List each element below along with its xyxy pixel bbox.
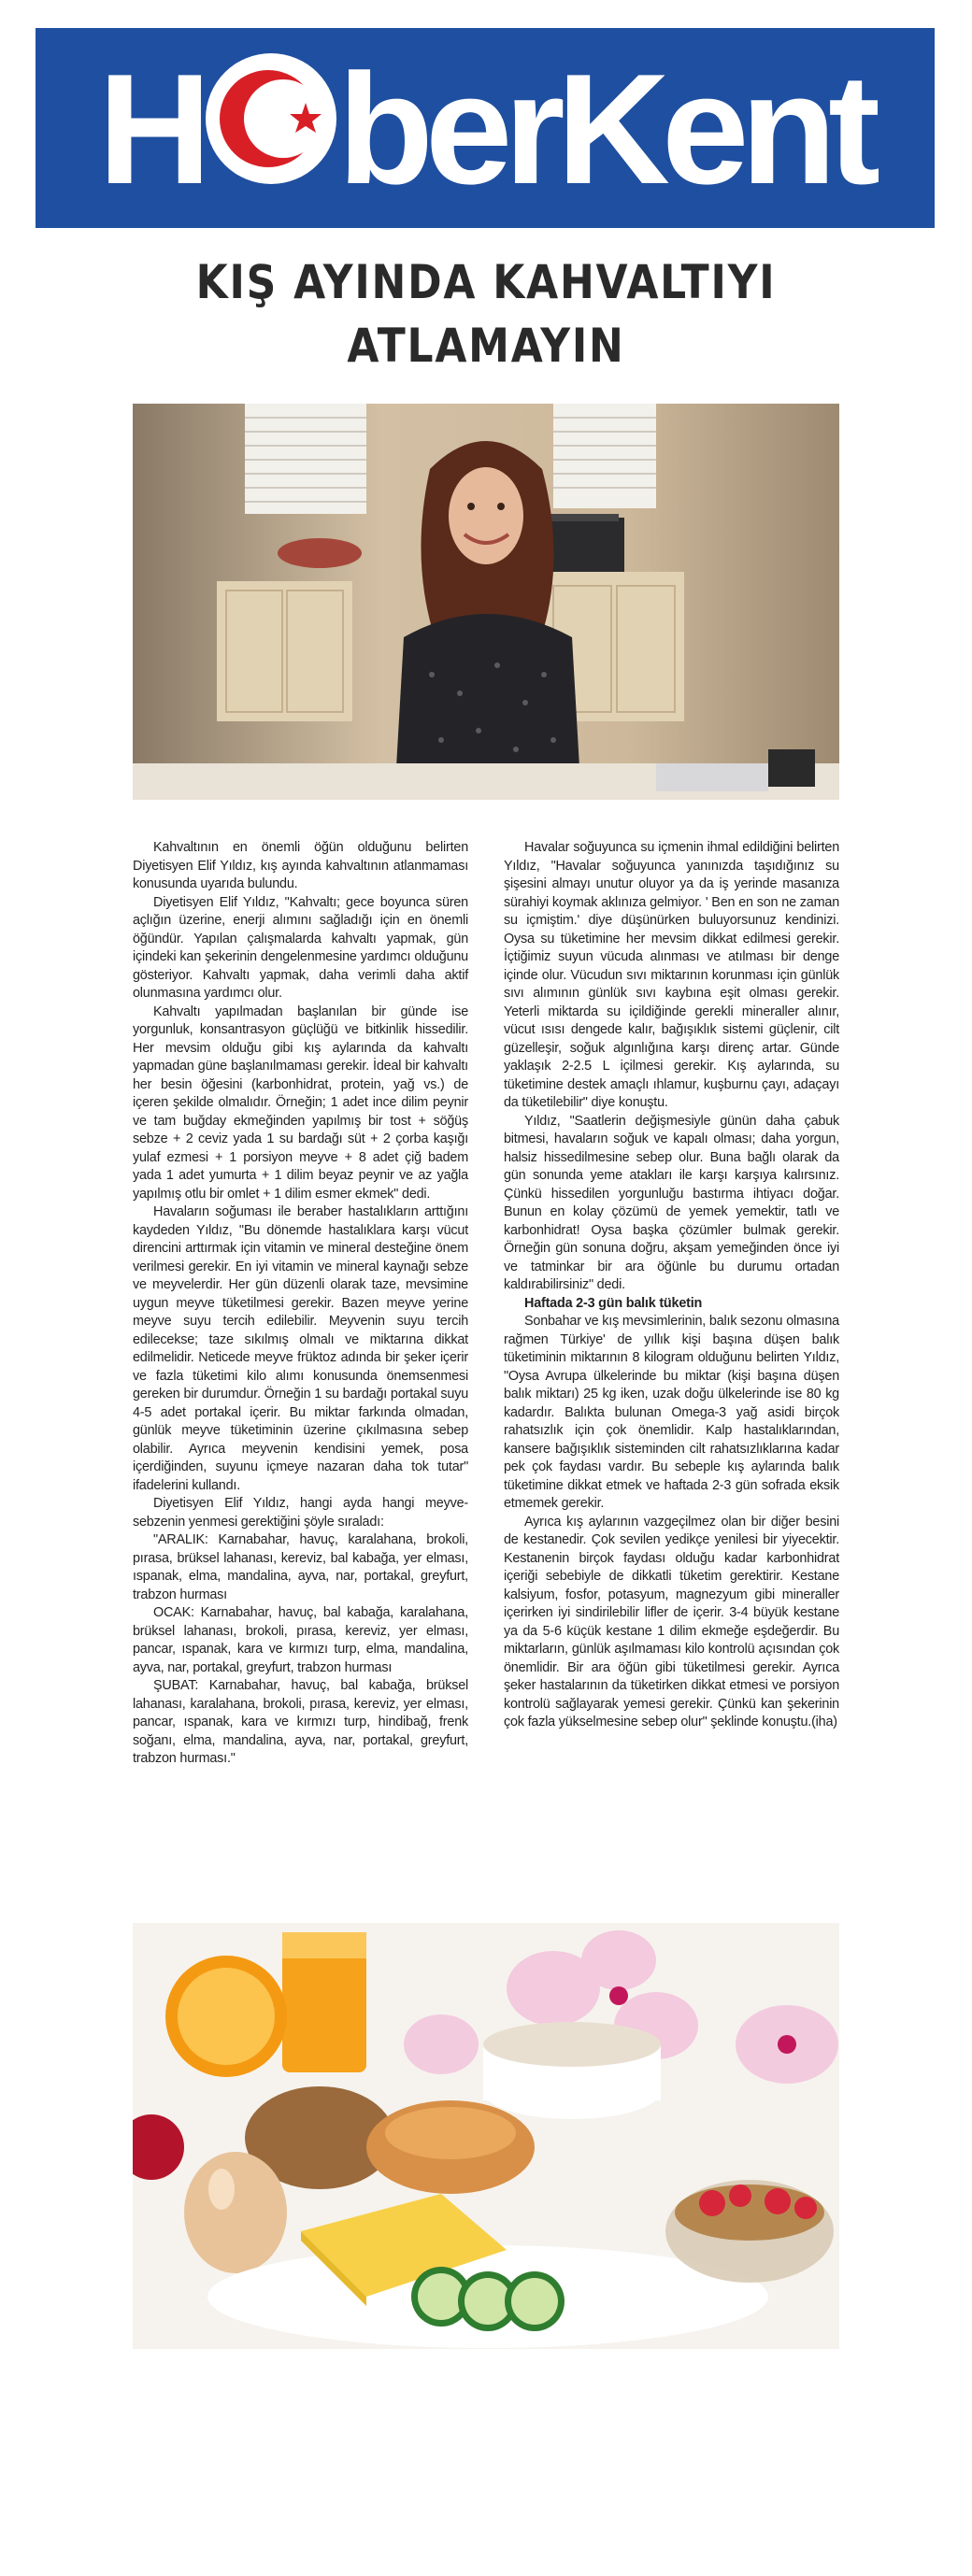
paragraph: Ayrıca kış aylarının vazgeçilmez olan bir diğer besini de kestanedir. Çok sevilen yedikçe yenilesi bir yiyecektir. Kestanenin birçok faydası olduğu kadar karbonhidrat içeriği sebebiyle de dikkatli tüketim gerektirir. Kestane kalsiyum, fosfor, potasyum, magnezyum gibi mineraller içerirken iyi sindirilebilir lifler de içerir. 3-4 büyük kestane ya da 5-6 küçük kestane 1 dilim ekmeğe eşdeğerdir. Bu miktarların, günlük aşılmaması kilo kontrolü açısından çok önemlidir. Bir ara öğün gibi tüketilmesi gerekir. Ayrıca şeker hastalarının da tüketirken dikkat etmesi ve porsiyon kontrolü sağlayarak yemesi gerekir. Çünkü kan şekerinin çok fazla yükselmesine sebep olur" şeklinde konuştu.(iha) <box>504 1514 839 1729</box>
subheading: Haftada 2-3 gün balık tüketin <box>524 1295 703 1311</box>
list-paragraph: OCAK: Karnabahar, havuç, bal kabağa, karalahana, brüksel lahanası, brokoli, pırasa, kereviz, yer elması, pancar, ıspanak, kara ve kırmızı turp, elma, mandalina, ayva, nar, portakal, greyfurt, trabzon hurması <box>133 1605 468 1675</box>
headline <box>157 250 815 377</box>
crescent-star-icon <box>201 49 341 189</box>
article-column-right <box>504 839 839 1914</box>
article-body <box>133 839 839 1914</box>
list-paragraph: "ARALIK: Karnabahar, havuç, karalahana, brokoli, pırasa, brüksel lahanası, kereviz, bal kabağa, yer elması, ıspanak, elma, mandalina, ayva, nar, portakal, greyfurt, trabzon hurması <box>133 1532 468 1602</box>
headline-line-2: ATLAMAYIN <box>347 319 625 373</box>
paragraph: Havaların soğuması ile beraber hastalıkların arttığını kaydeden Yıldız, "Bu dönemde hastalıklara karşı vücut direncini arttırmak için vitamin ve mineral desteğine önem verilmesi gerekir. En iyi vitamin ve mineral kaynağı sebze ve meyvelerdir. Her gün düzenli olarak taze, mevsimine uygun meyve tüketilmesi gerekir. Bazen meyve yerine meyve suyu tercih edilebilir. Meyvenin suyu tercih edilecekse; taze sıkılmış olmalı ve miktarına dikkat edilmelidir. Neticede meyve früktoz adında bir şeker içerir ve fazla tüketimi kilo alımı konusunda önemsenmesi gereken bir durumdur. Örneğin 1 su bardağı portakal suyu 4-5 adet portakal içerir. Bu miktar farkında olmadan, günlük meyve tüketiminin üzerine çıkılmasına sebep olabilir. Ayrıca meyvenin kendisini yemek, posa içerdiğinden, suyunu içmeye nazaran daha tok tutar" ifadelerini kullandı. <box>133 1204 468 1493</box>
paragraph: Havalar soğuyunca su içmenin ihmal edildiğini belirten Yıldız, "Havalar soğuyunca yanınızda taşıdığınız su şişesini almayı unutur oluyor ya da iş yerinde masanıza sürahiyi koymak aklınıza gelmiyor. ' Ben en son ne zaman su içmiştim.' diye düşünürken buluyorsunuz kendinizi. Oysa su tüketimine her mevsim dikkat edilmesi gerekir. İçtiğimiz suyun vücuda alınması ve atılması bir denge içinde olur. Vücudun sıvı miktarının korunması için günlük sıvı alımının günlük sıvı kaybına eşit olması gerekir. Yeterli miktarda su içildiğinde gerekli mineraller alınır, vücut ısısı dengede kalır, bağışıklık sistemi güçlenir, cilt güzelleşir, soğuk algınlığına karşı direnç artar. Günde yaklaşık 2-2.5 L içilmesi gerekir. Kış aylarında, su tüketimine destek amaçlı ıhlamur, kuşburnu çayı, adaçayı da tüketilebilir" diye konuştu. <box>504 840 839 1110</box>
list-paragraph: ŞUBAT: Karnabahar, havuç, bal kabağa, brüksel lahanası, karalahana, brokoli, pırasa, kereviz, yer elması, pancar, ıspanak, kara ve kırmızı turp, hindibağ, frenk soğanı, elma, mandalina, ayva, nar, portakal, greyfurt, trabzon hurması." <box>133 1678 468 1766</box>
paragraph: Diyetisyen Elif Yıldız, hangi ayda hangi meyve-sebzenin yenmesi gerektiğini şöyle sıraladı: <box>133 1496 468 1530</box>
paragraph: Kahvaltı yapılmadan başlanılan bir günde ise yorgunluk, konsantrasyon güçlüğü ve bitkinlik hissedilir. Her mevsim olduğu gibi kış aylarında da kahvaltı yapmadan güne başlanılmaması gerekir. İdeal bir kahvaltı her besin öğesini (karbonhidrat, protein, yağ vs.) de içeren şekilde olmalıdır. Örneğin; 1 adet ince dilim peynir ve tam buğday ekmeğinden yapılmış bir tost + söğüş sebze + 2 ceviz yada 1 su bardağı süt + 2 çorba kaşığı yulaf ezmesi + 1 porsiyon meyve + 8 adet çiğ badem yada 1 adet yumurta + 1 dilim beyaz peynir ve az yağla yapılmış otlu bir omlet + 1 dilim esmer ekmek" dedi. <box>133 1003 468 1202</box>
portrait-photo <box>133 404 839 800</box>
paragraph: Sonbahar ve kış mevsimlerinin, balık sezonu olmasına rağmen Türkiye' de yıllık kişi başına düşen balık tüketiminin miktarının 8 kilogram olduğunu belirten Yıldız, "Oysa Avrupa ülkelerinde bu miktar (kişi başına düşen balık miktarı) 25 kg iken, uzak doğu ülkelerinde ise 80 kg kadardır. Balıkta bulunan Omega-3 yağ asidi birçok rahatsızlık için çok önemlidir. Kalp hastalıklarından, kansere bağışıklık sisteminden cilt rahatsızlıklarına kadar pek çok faydası vardır. Bu sebeple kış aylarında balık tüketimine dikkat etmek ve haftada 2-3 gün sofrada eksik etmemek gerekir. <box>504 1314 839 1511</box>
brand-logo[interactable] <box>97 41 873 217</box>
breakfast-photo <box>133 1923 839 2349</box>
paragraph: Diyetisyen Elif Yıldız, "Kahvaltı; gece boyunca süren açlığın üzerine, enerji alımını sağladığı için en önemli öğündür. Yapılan çalışmalarda kahvaltı yapmak, gün içindeki kan şekerinin dengelenmesine yardımcı olduğunu gösteriyor. Kahvaltı yapmak, daha verimli daha aktif olunmasına yardımcı olur. <box>133 894 468 1001</box>
brand-name-right: berKent <box>337 41 873 217</box>
brand-name-left: H <box>97 41 204 217</box>
masthead <box>36 28 935 228</box>
paragraph: Kahvaltının en önemli öğün olduğunu belirten Diyetisyen Elif Yıldız, kış ayında kahvaltının atlanmaması konusunda uyarıda bulundu. <box>133 840 468 891</box>
headline-line-1: KIŞ AYINDA KAHVALTIYI <box>195 255 777 309</box>
paragraph: Yıldız, "Saatlerin değişmesiyle günün daha çabuk bitmesi, havaların soğuk ve kapalı olması; daha yorgun, halsiz hissedilmesine sebep olur. Buna bağlı olarak da gün sonunda yeme atakları ile karşı karşıya kalırsınız. Çünkü hissedilen yorgunluğu bastırma ihtiyacı doğar. Bunun en kolay çözümü de yemek yemektir, tatlı ve karbonhidrat! Oysa başka çözümler bulmak gerekir. Örneğin gün sonuna doğru, akşam yemeğinden önce iyi ve tatminkar bir ara öğünle bu durumu ortadan kaldırabilirsiniz" dedi. <box>504 1113 839 1292</box>
article-column-left <box>133 839 468 1914</box>
